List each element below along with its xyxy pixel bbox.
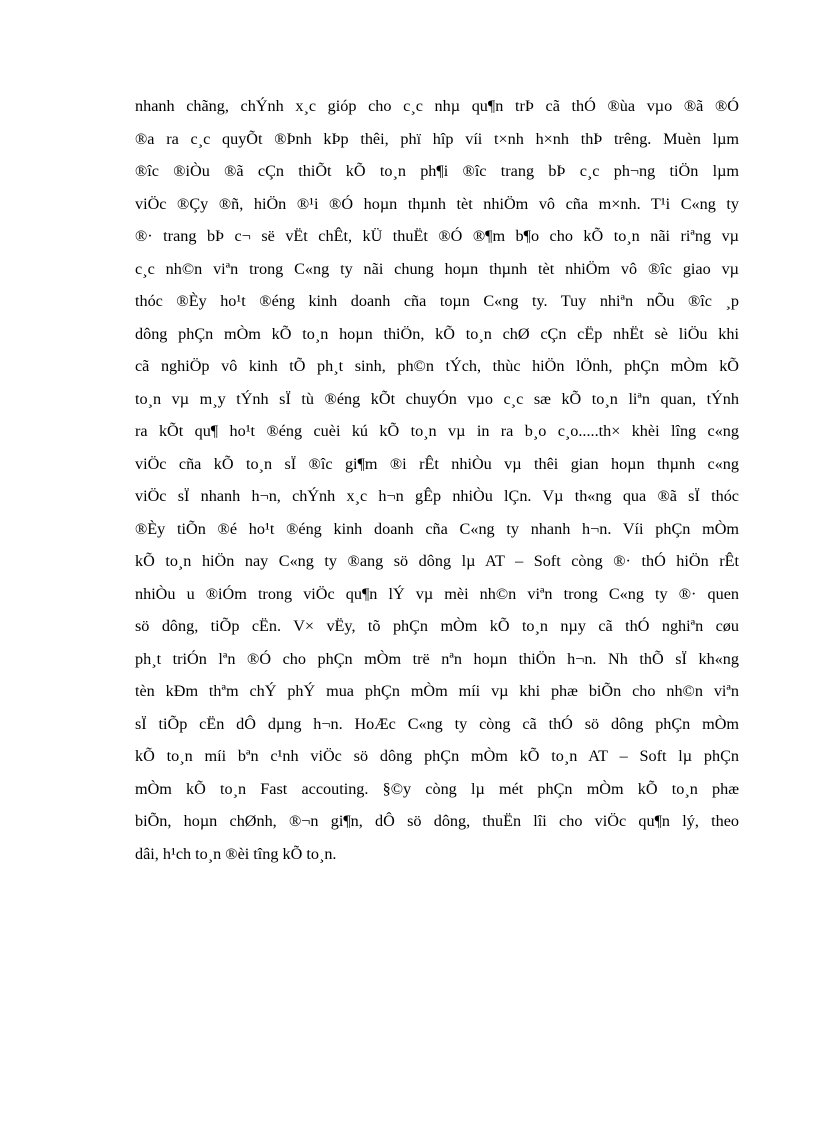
text-line: viÖc cña kÕ to¸n sÏ ®îc gi¶m ®i rÊt nhiÒu vµ thêi gian hoµn thµnh c«ng (135, 454, 739, 473)
text-line: tèn kÐm thªm chÝ phÝ mua phÇn mÒm míi vµ khi phæ biÕn cho nh©n viªn (135, 682, 739, 700)
text-line: kÕ to¸n míi bªn c¹nh viÖc sö dông phÇn mÒm kÕ to¸n AT – Soft lµ phÇn (135, 747, 739, 765)
text-line: c¸c nh©n viªn trong C«ng ty nãi chung hoµn thµnh tèt nhiÖm vô ®îc giao vµ (135, 259, 739, 278)
text-line: mÒm kÕ to¸n Fast accouting. §©y còng lµ mét phÇn mÒm kÕ to¸n phæ (135, 779, 739, 798)
text-line: cã nghiÖp vô kinh tÕ ph¸t sinh, ph©n tÝch, thùc hiÖn lÖnh, phÇn mÒm kÕ (135, 357, 739, 375)
text-line: ra kÕt qu¶ ho¹t ®éng cuèi kú kÕ to¸n vµ in ra b¸o c¸o.....th× khèi lîng c«ng (135, 422, 739, 440)
text-line: sÏ tiÕp cËn dÔ dµng h¬n. HoÆc C«ng ty còng cã thÓ sö dông phÇn mÒm (135, 714, 739, 733)
body-paragraph (135, 90, 739, 870)
text-line: to¸n vµ m¸y tÝnh sÏ tù ®éng kÕt chuyÓn vµo c¸c sæ kÕ to¸n liªn quan, tÝnh (135, 389, 739, 408)
text-line: ®îc ®iÒu ®ã cÇn thiÕt kÕ to¸n ph¶i ®îc trang bÞ c¸c ph¬ng tiÖn lµm (135, 162, 739, 180)
text-line: dâi, h¹ch to¸n ®èi tîng kÕ to¸n. (135, 844, 337, 863)
text-line: biÕn, hoµn chØnh, ®¬n gi¶n, dÔ sö dông, thuËn lîi cho viÖc qu¶n lý, theo (135, 812, 739, 830)
text-line: ®a ra c¸c quyÕt ®Þnh kÞp thêi, phï hîp víi t×nh h×nh thÞ trêng. Muèn lµm (135, 129, 739, 148)
text-line: kÕ to¸n hiÖn nay C«ng ty ®ang sö dông lµ AT – Soft còng ®· thÓ hiÖn rÊt (135, 552, 739, 570)
text-line: nhiÒu u ®iÓm trong viÖc qu¶n lÝ vµ mèi nh©n viªn trong C«ng ty ®· quen (135, 584, 739, 603)
text-line: ®Èy tiÕn ®é ho¹t ®éng kinh doanh cña C«ng ty nhanh h¬n. Víi phÇn mÒm (135, 519, 739, 538)
text-line: dông phÇn mÒm kÕ to¸n hoµn thiÖn, kÕ to¸n chØ cÇn cËp nhËt sè liÖu khi (135, 324, 739, 343)
text-line: viÖc sÏ nhanh h¬n, chÝnh x¸c h¬n gÊp nhiÒu lÇn. Vµ th«ng qua ®ã sÏ thóc (135, 487, 739, 505)
text-line: ®· trang bÞ c¬ së vËt chÊt, kÜ thuËt ®Ó ®¶m b¶o cho kÕ to¸n nãi riªng vµ (135, 227, 739, 245)
text-line: thóc ®Èy ho¹t ®éng kinh doanh cña toµn C«ng ty. Tuy nhiªn nÕu ®îc ¸p (135, 292, 739, 310)
text-line: ph¸t triÓn lªn ®Ó cho phÇn mÒm trë nªn hoµn thiÖn h¬n. Nh thÕ sÏ kh«ng (135, 649, 739, 668)
text-line: nhanh chãng, chÝnh x¸c gióp cho c¸c nhµ qu¶n trÞ cã thÓ ®ùa vµo ®ã ®Ó (135, 97, 739, 115)
text-line: sö dông, tiÕp cËn. V× vËy, tõ phÇn mÒm kÕ to¸n nµy cã thÓ nghiªn cøu (135, 617, 739, 635)
text-line: viÖc ®Çy ®ñ, hiÖn ®¹i ®Ó hoµn thµnh tèt nhiÖm vô cña m×nh. T¹i C«ng ty (135, 194, 739, 213)
